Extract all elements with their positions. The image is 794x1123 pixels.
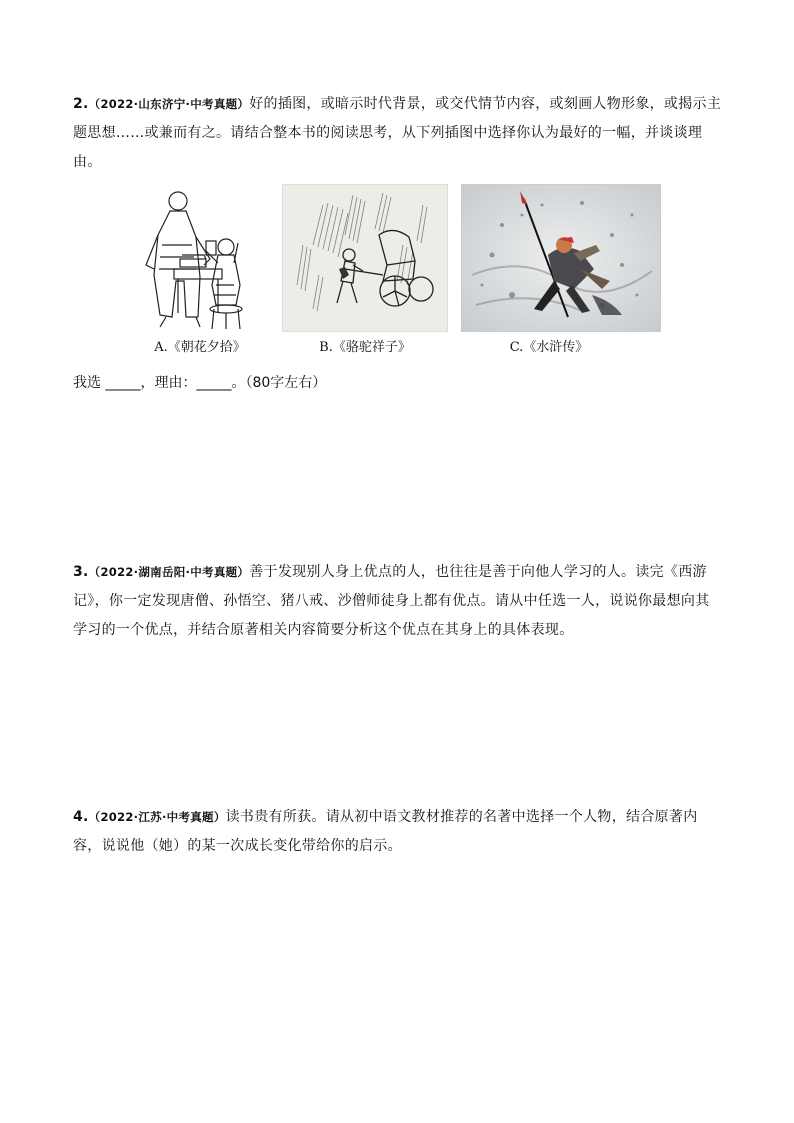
figure-c-image: [461, 184, 661, 332]
question-3: [73, 558, 723, 645]
question-source: （2022·湖南岳阳·中考真题）: [88, 565, 250, 579]
answer-prompt[interactable]: 我选 _____，理由：_____。（80字左右）: [73, 375, 327, 391]
rickshaw-in-rain-sketch-icon: [283, 185, 447, 331]
question-source: （2022·江苏·中考真题）: [88, 810, 226, 824]
question-text: 读书贵有所获。请从初中语文教材推荐的名著中选择一个人物，结合原著内容，说说他（她）的某一次成长变化带给你的启示。: [73, 809, 698, 854]
question-text: 好的插图，或暗示时代背景，或交代情节内容，或刻画人物形象，或揭示主题思想……或兼而有之。请结合整本书的阅读思考，从下列插图中选择你认为最好的一幅，并谈谈理由。: [73, 96, 722, 170]
question-text: 善于发现别人身上优点的人，也往往是善于向他人学习的人。读完《西游记》，你一定发现唐僧、孙悟空、猪八戒、沙僧师徒身上都有优点。请从中任选一人，说说你最想向其学习的一个优点，并结合原著相关内容简要分析这个优点在其身上的具体表现。: [73, 564, 710, 638]
question-number: 2.: [73, 96, 89, 112]
warrior-with-spear-ink-wash-icon: [462, 185, 660, 331]
figure-c-caption: C.《水浒传》: [509, 340, 589, 355]
figure-a-caption: A.《朝花夕拾》: [154, 340, 246, 355]
question-source: （2022·山东济宁·中考真题）: [88, 97, 250, 111]
figure-a-image: [125, 184, 261, 332]
question-number: 4.: [73, 809, 89, 825]
question-number: 3.: [73, 564, 89, 580]
question-4: [73, 803, 723, 861]
question-2: [73, 90, 723, 177]
figure-b-image: [282, 184, 448, 332]
figure-b-caption: B.《骆驼祥子》: [319, 340, 411, 355]
two-figures-line-drawing-icon: [126, 185, 260, 331]
